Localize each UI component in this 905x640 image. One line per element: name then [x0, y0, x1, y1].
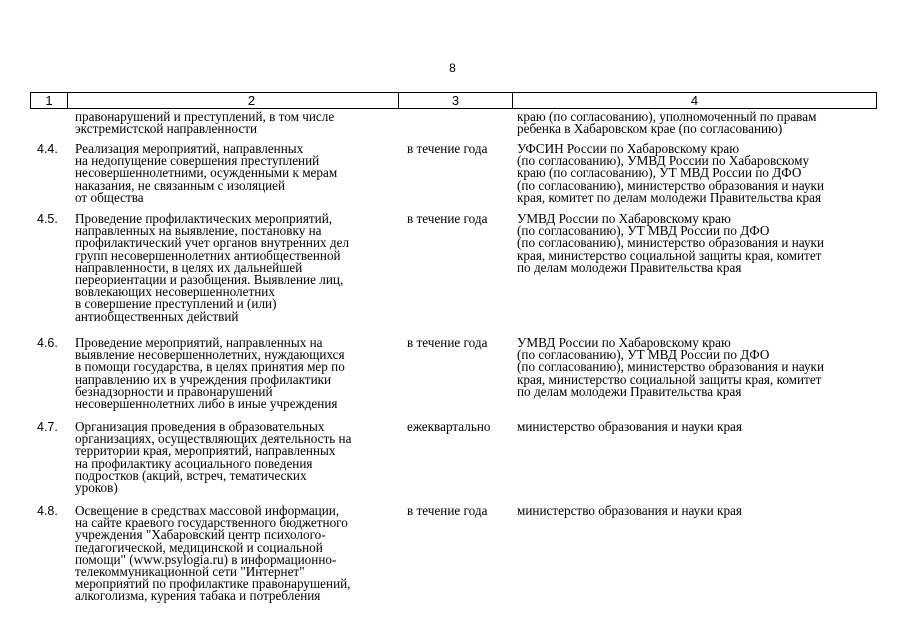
text-line: антиобщественных действий — [75, 308, 239, 324]
text-line: (по согласованию), УТ МВД России по ДФО — [517, 223, 770, 239]
text-line: групп несовершеннолетних антиобщественной — [75, 247, 341, 263]
text-line: Реализация мероприятий, направленных — [75, 141, 304, 156]
text-line: профилактический учет органов внутренних дел — [75, 235, 350, 251]
page-number: 8 — [449, 61, 456, 75]
row-responsible — [517, 505, 887, 517]
text-line: территории края, мероприятий, направленных — [75, 443, 336, 459]
text-line: по делам молодежи Правительства края — [517, 259, 742, 275]
text-line: на профилактику асоциального поведения — [75, 455, 313, 471]
text-line: безнадзорности и правонарушений — [75, 383, 273, 399]
row-description — [75, 213, 395, 323]
text-line: УФСИН России по Хабаровскому краю — [517, 141, 740, 156]
text-line: (по согласованию), УМВД России по Хабаровскому — [517, 153, 810, 169]
text-line: Освещение в средствах массовой информации, — [75, 503, 340, 518]
row-responsible — [517, 213, 887, 274]
text-line: несовершеннолетними, осужденными к мерам — [75, 165, 338, 181]
text-line: Организация проведения в образовательных — [75, 419, 325, 434]
text-line: министерство образования и науки края — [517, 503, 742, 518]
text-line: Проведение мероприятий, направленных на — [75, 335, 323, 350]
text-line: (по согласованию), министерство образования и науки — [517, 177, 825, 193]
row-responsible — [517, 143, 887, 204]
text-line: (по согласованию), министерство образования и науки — [517, 359, 825, 375]
text-line: направленных на выявление, постановку на — [75, 223, 322, 239]
text-line: краю (по согласованию), уполномоченный по правам — [517, 109, 817, 124]
text-line: педагогической, медицинской и социальной — [75, 539, 323, 555]
table-header — [30, 92, 877, 109]
row-deadline: в течение года — [407, 141, 488, 156]
row-deadline: ежеквартально — [407, 419, 491, 434]
text-line: подростков (акций, встреч, тематических — [75, 467, 307, 483]
header-col-2: 2 — [247, 93, 256, 108]
text-line: направленности, в целях их дальнейшей — [75, 259, 303, 275]
text-line: края, министерство социальной защиты края, комитет — [517, 247, 822, 263]
row-deadline: в течение года — [407, 211, 488, 226]
text-line: учреждения "Хабаровский центр психолого- — [75, 527, 326, 543]
text-line: УМВД России по Хабаровскому краю — [517, 335, 731, 350]
text-line: уроков) — [75, 480, 118, 496]
continuation-responsible — [517, 111, 887, 135]
row-number: 4.8. — [37, 504, 58, 518]
text-line: (по согласованию), министерство образования и науки — [517, 235, 825, 251]
row-responsible — [517, 337, 887, 398]
row-description — [75, 143, 395, 204]
text-line: правонарушений и преступлений, в том числе — [75, 109, 335, 124]
row-deadline: в течение года — [407, 503, 488, 518]
row-number: 4.4. — [37, 142, 58, 156]
text-line: УМВД России по Хабаровскому краю — [517, 211, 731, 226]
text-line: на недопущение совершения преступлений — [75, 153, 320, 169]
row-description — [75, 505, 395, 603]
text-line: алкоголизма, курения табака и потребления — [75, 588, 321, 604]
text-line: помощи" (www.psylogia.ru) в информационно- — [75, 551, 337, 567]
text-line: наказания, не связанным с изоляцией — [75, 177, 286, 193]
text-line: мероприятий по профилактике правонарушений, — [75, 576, 351, 592]
text-line: выявление несовершеннолетних, нуждающихся — [75, 347, 345, 363]
text-line: края, министерство социальной защиты края, комитет — [517, 371, 822, 387]
row-responsible — [517, 421, 887, 433]
text-line: по делам молодежи Правительства края — [517, 383, 742, 399]
row-number: 4.7. — [37, 420, 58, 434]
row-number: 4.5. — [37, 212, 58, 226]
text-line: края, комитет по делам молодежи Правительства края — [517, 189, 822, 205]
text-line: несовершеннолетних либо в иные учреждения — [75, 396, 338, 412]
header-col-4: 4 — [690, 93, 699, 108]
row-number: 4.6. — [37, 336, 58, 350]
text-line: направлению их в учреждения профилактики — [75, 371, 332, 387]
header-col-3: 3 — [451, 93, 460, 108]
text-line: в помощи государства, в целях принятия мер по — [75, 359, 345, 375]
text-line: в совершение преступлений и (или) — [75, 296, 277, 312]
text-line: переориентации и разобщения. Выявление лиц, — [75, 272, 344, 288]
header-col-1: 1 — [45, 93, 53, 108]
text-line: организациях, осуществляющих деятельность на — [75, 431, 352, 447]
text-line: на сайте краевого государственного бюджетного — [75, 515, 348, 531]
text-line: ребенка в Хабаровском крае (по согласованию) — [517, 121, 783, 137]
text-line: телекоммуникационной сети "Интернет" — [75, 564, 305, 580]
text-line: Проведение профилактических мероприятий, — [75, 211, 333, 226]
text-line: экстремистской направленности — [75, 121, 258, 137]
text-line: вовлекающих несовершеннолетних — [75, 284, 275, 300]
row-description — [75, 421, 395, 494]
text-line: (по согласованию), УТ МВД России по ДФО — [517, 347, 770, 363]
text-line: краю (по согласованию), УТ МВД России по ДФО — [517, 165, 802, 181]
row-description — [75, 337, 395, 410]
text-line: от общества — [75, 189, 144, 205]
text-line: министерство образования и науки края — [517, 419, 742, 434]
continuation-description — [75, 111, 395, 135]
row-deadline: в течение года — [407, 335, 488, 350]
